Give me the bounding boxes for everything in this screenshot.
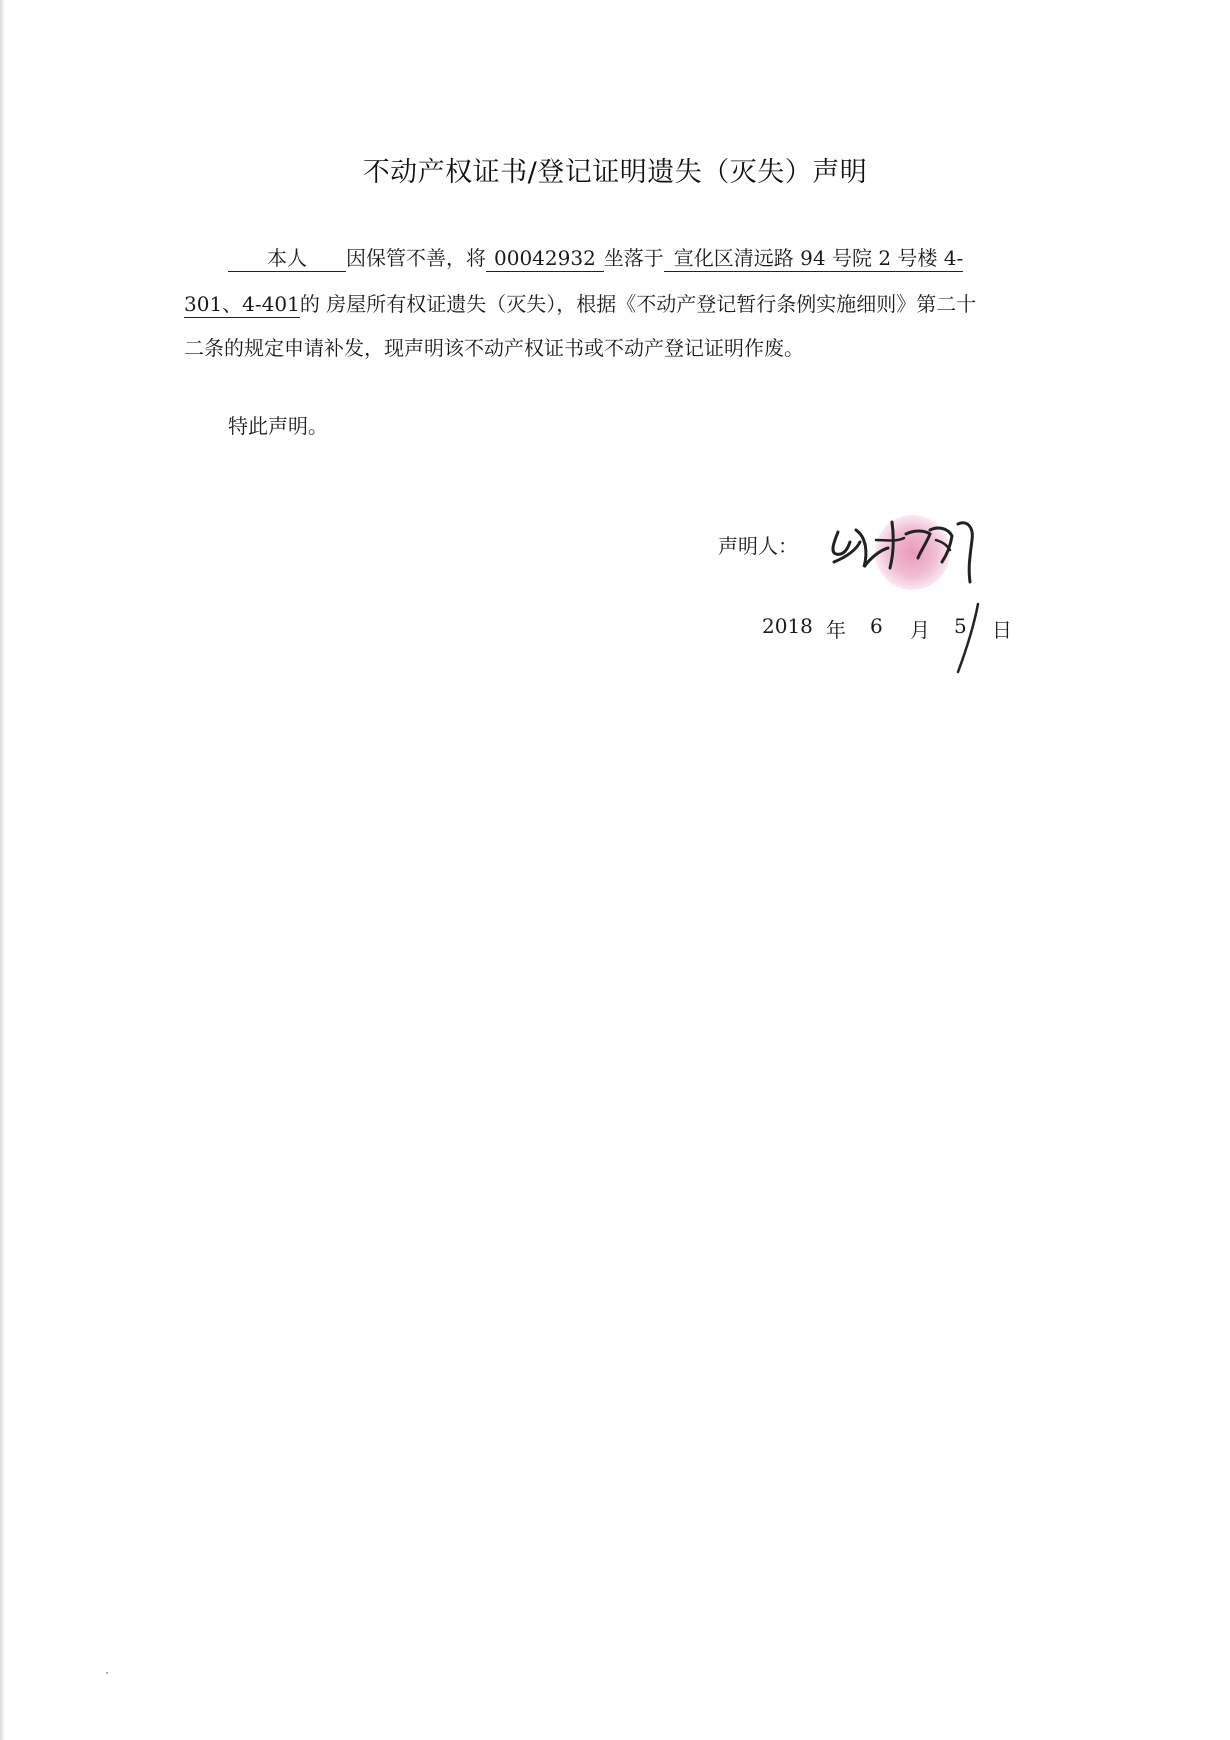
subject-field: 本人 [228, 245, 346, 272]
document-title: 不动产权证书/登记证明遗失（灭失）声明 [362, 157, 868, 188]
statement-line-2-text: 的 房屋所有权证遗失（灭失），根据《不动产登记暂行条例实施细则》第二十 [299, 292, 977, 316]
address-field-part1: 宣化区清远路 94 号院 2 号楼 4- [664, 245, 963, 272]
declarant-label: 声明人： [718, 534, 798, 558]
scan-edge-shadow [0, 0, 5, 1740]
scan-speck [106, 1672, 108, 1674]
reason-text: 因保管不善，将 [346, 246, 486, 270]
date-month: 6 [870, 614, 883, 638]
date-month-unit: 月 [910, 618, 930, 642]
statement-line-2 [184, 282, 976, 326]
date-day-unit: 日 [992, 618, 1012, 642]
address-field-part2: 301、4-401 [184, 292, 300, 316]
date-day: 5 [954, 614, 967, 638]
date-year-unit: 年 [826, 618, 846, 642]
handwritten-signature [826, 512, 986, 592]
date-year: 2018 [762, 614, 813, 638]
statement-line-1 [228, 236, 963, 280]
certificate-number-field: 00042932 [486, 245, 604, 272]
located-text: 坐落于 [603, 246, 664, 270]
signature-tail-stroke [950, 600, 990, 680]
closing-text: 特此声明。 [228, 414, 328, 438]
statement-line-3: 二条的规定申请补发，现声明该不动产权证书或不动产登记证明作废。 [184, 336, 804, 360]
